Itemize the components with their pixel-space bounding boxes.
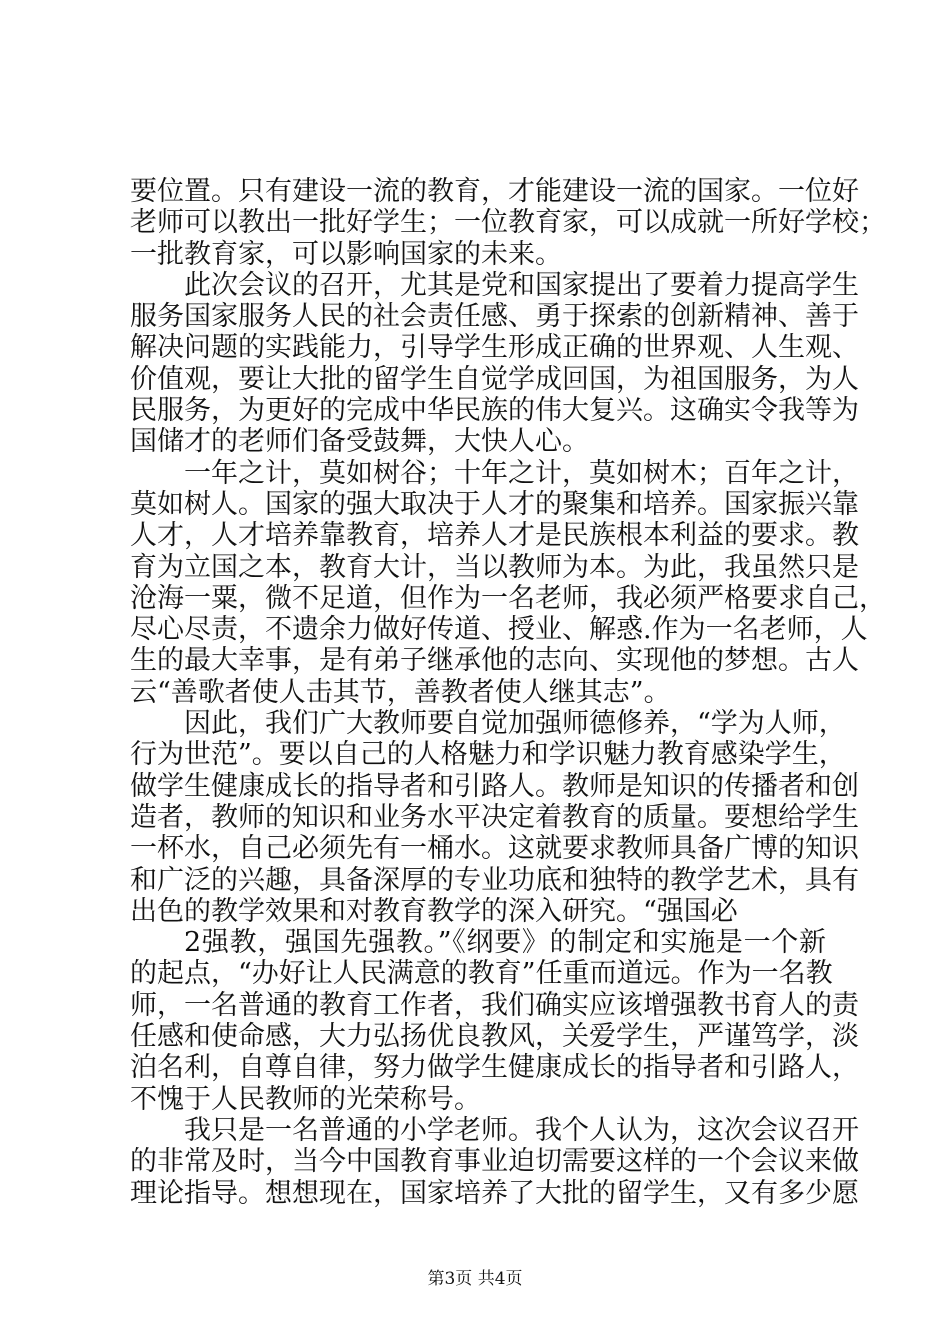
text-line: 生的最大幸事，是有弟子继承他的志向、实现他的梦想。古人 — [130, 645, 859, 677]
text-line: 任感和使命感，大力弘扬优良教风，关爱学生，严谨笃学，淡 — [130, 1021, 859, 1053]
text-line: 沧海一粟，微不足道，但作为一名老师，我必须严格要求自己， — [130, 582, 886, 614]
text-line: 不愧于人民教师的光荣称号。 — [130, 1083, 481, 1115]
text-line: 云“善歌者使人击其节，善教者使人继其志”。 — [130, 676, 671, 708]
page-footer — [0, 1268, 950, 1290]
document-body — [130, 176, 886, 1209]
paragraph — [130, 927, 859, 1115]
text-line: 解决问题的实践能力，引导学生形成正确的世界观、人生观、 — [130, 332, 859, 364]
text-line: 老师可以教出一批好学生；一位教育家，可以成就一所好学校； — [130, 207, 886, 239]
text-line: 服务国家服务人民的社会责任感、勇于探索的创新精神、善于 — [130, 301, 859, 333]
text-line: 一杯水，自己必须先有一桶水。这就要求教师具备广博的知识 — [130, 833, 859, 865]
text-line: 尽心尽责，不遗余力做好传道、授业、解惑.作为一名老师，人 — [130, 614, 868, 646]
text-line: 国储才的老师们备受鼓舞，大快人心。 — [130, 426, 589, 458]
text-line: 泊名利，自尊自律，努力做学生健康成长的指导者和引路人， — [130, 1052, 859, 1084]
text-line: 我只是一名普通的小学老师。我个人认为，这次会议召开 — [184, 1114, 859, 1146]
text-line: 造者，教师的知识和业务水平决定着教育的质量。要想给学生 — [130, 801, 859, 833]
page-number-label: 第3页 共4页 — [427, 1269, 523, 1289]
text-line: 人才，人才培养靠教育，培养人才是民族根本利益的要求。教 — [130, 520, 859, 552]
text-line: 因此，我们广大教师要自觉加强师德修养，“学为人师， — [184, 708, 846, 740]
paragraph — [130, 1114, 859, 1209]
text-line: 做学生健康成长的指导者和引路人。教师是知识的传播者和创 — [130, 770, 859, 802]
paragraph — [130, 708, 859, 927]
text-line: 出色的教学效果和对教育教学的深入研究。“强国必 — [130, 895, 738, 927]
text-line: 此次会议的召开，尤其是党和国家提出了要着力提高学生 — [184, 269, 859, 301]
text-line: 一年之计，莫如树谷；十年之计，莫如树木；百年之计， — [184, 457, 859, 489]
paragraph — [130, 176, 886, 270]
text-line: 要位置。只有建设一流的教育，才能建设一流的国家。一位好 — [130, 176, 859, 207]
paragraph — [130, 269, 859, 458]
text-line: 的起点，“办好让人民满意的教育”任重而道远。作为一名教 — [130, 958, 833, 990]
paragraph — [130, 457, 886, 708]
text-line: 师，一名普通的教育工作者，我们确实应该增强教书育人的责 — [130, 989, 859, 1021]
text-line: 价值观，要让大批的留学生自觉学成回国，为祖国服务，为人 — [130, 363, 859, 395]
text-line: 莫如树人。国家的强大取决于人才的聚集和培养。国家振兴靠 — [130, 488, 859, 520]
text-line: 和广泛的兴趣，具备深厚的专业功底和独特的教学艺术，具有 — [130, 864, 859, 896]
text-line: 一批教育家，可以影响国家的未来。 — [130, 238, 562, 270]
text-line: 行为世范”。要以自己的人格魅力和学识魅力教育感染学生， — [130, 739, 846, 771]
text-line: 理论指导。想想现在，国家培养了大批的留学生，又有多少愿 — [130, 1177, 859, 1209]
text-line: 的非常及时，当今中国教育事业迫切需要这样的一个会议来做 — [130, 1146, 859, 1178]
text-line: 民服务，为更好的完成中华民族的伟大复兴。这确实令我等为 — [130, 395, 859, 427]
text-line: 2强教，强国先强教。”《纲要》的制定和实施是一个新 — [184, 927, 826, 959]
text-line: 育为立国之本，教育大计，当以教师为本。为此，我虽然只是 — [130, 551, 859, 583]
